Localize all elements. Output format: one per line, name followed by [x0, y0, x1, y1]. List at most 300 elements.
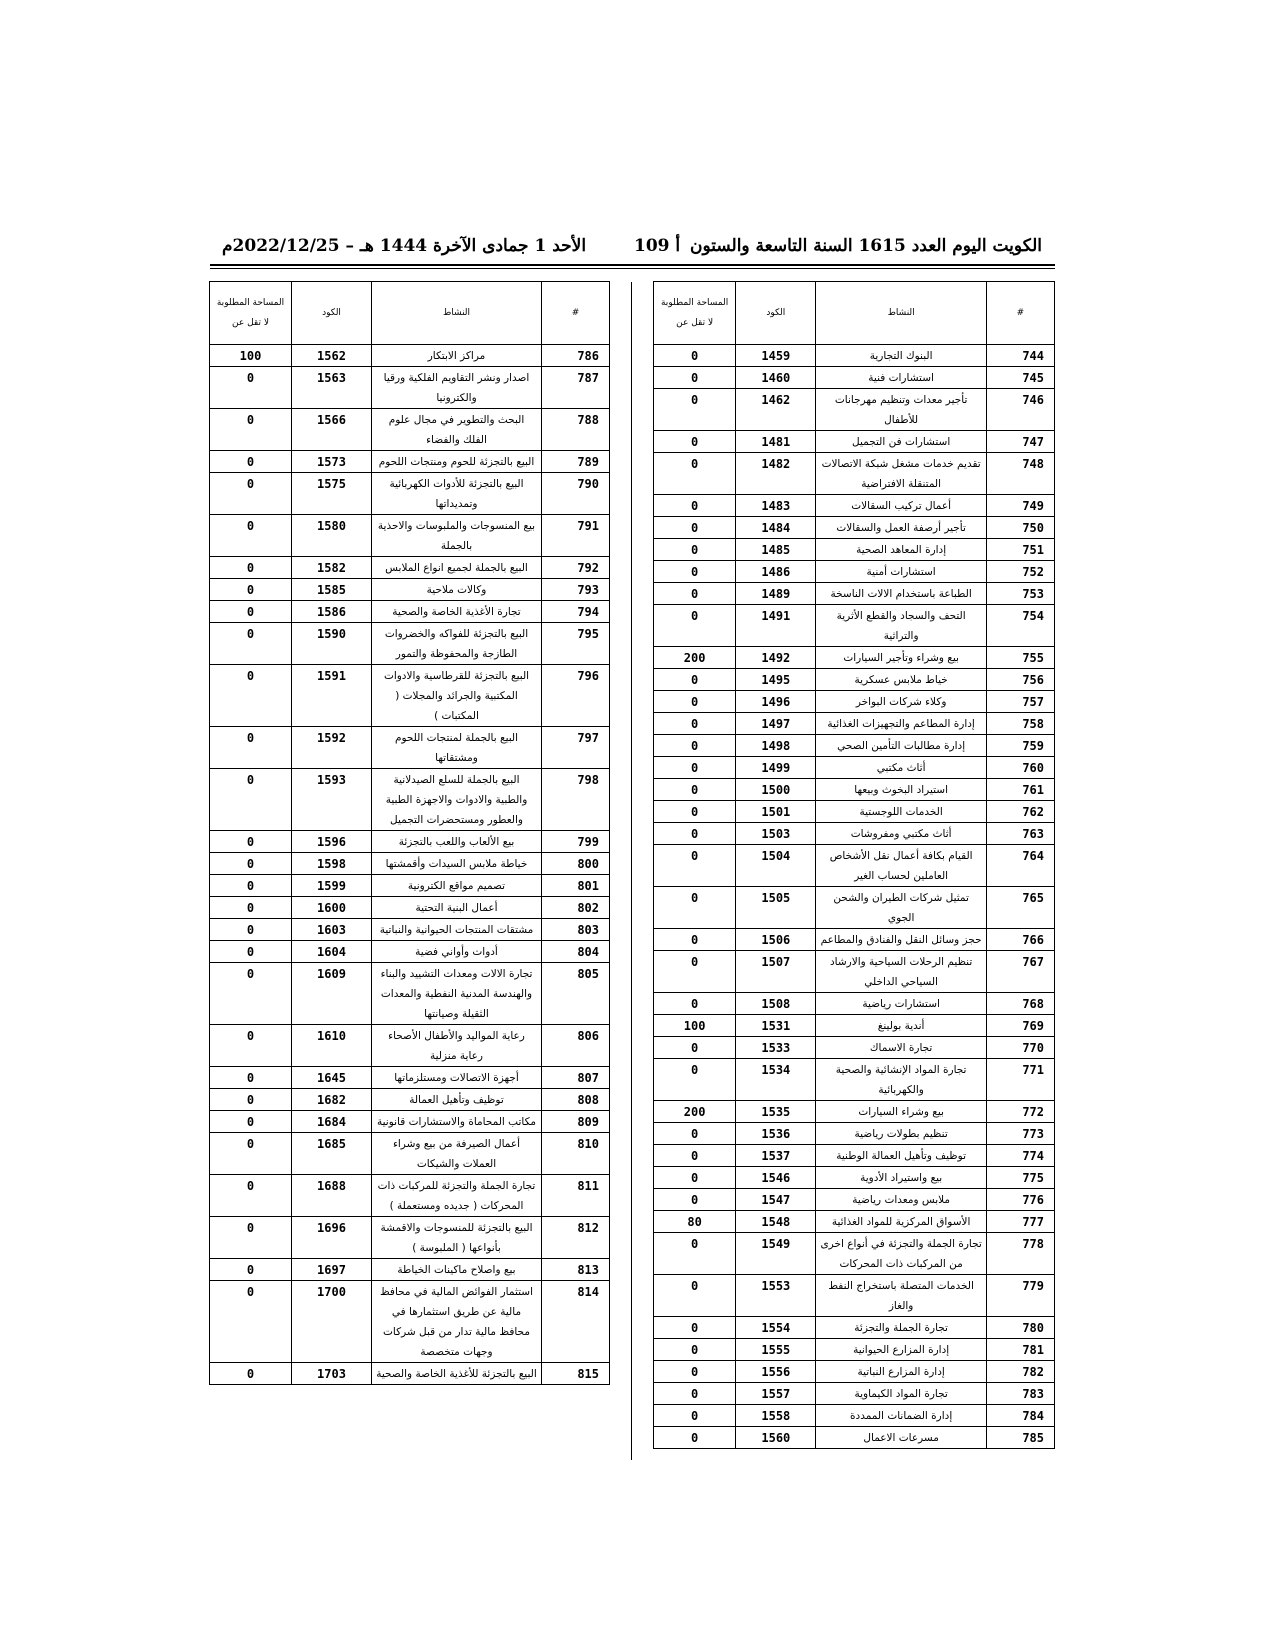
area-cell: 0: [654, 1167, 736, 1189]
area-cell: 0: [210, 853, 292, 875]
code-cell: 1556: [736, 1361, 816, 1383]
activity-cell: استشارات رياضية: [816, 993, 986, 1015]
code-cell: 1460: [736, 367, 816, 389]
table-row: [654, 367, 1055, 389]
activity-cell: بيع وشراء وتأجير السيارات: [816, 647, 986, 669]
row-number-cell: 768: [986, 993, 1054, 1015]
activity-cell: إدارة مطالبات التأمين الصحي: [816, 735, 986, 757]
code-cell: 1497: [736, 713, 816, 735]
area-cell: 0: [654, 1317, 736, 1339]
row-number-cell: 749: [986, 495, 1054, 517]
row-number-cell: 754: [986, 605, 1054, 647]
row-number-cell: 776: [986, 1189, 1054, 1211]
table-row: [654, 1427, 1055, 1449]
row-number-cell: 787: [542, 367, 610, 409]
activity-cell: إدارة المزارع النباتية: [816, 1361, 986, 1383]
row-number-cell: 772: [986, 1101, 1054, 1123]
activity-cell: البيع بالجملة لمنتجات اللحوم ومشتقاتها: [372, 727, 542, 769]
code-cell: 1688: [292, 1175, 372, 1217]
area-cell: 0: [654, 1405, 736, 1427]
area-cell: 200: [654, 1101, 736, 1123]
area-cell: 0: [654, 1339, 736, 1361]
table-row: [654, 887, 1055, 929]
area-cell: 0: [210, 557, 292, 579]
area-cell: 0: [210, 601, 292, 623]
code-cell: 1599: [292, 875, 372, 897]
table-row: [654, 779, 1055, 801]
activity-cell: البحث والتطوير في مجال علوم الفلك والفضاء: [372, 409, 542, 451]
col-header-num: #: [542, 282, 610, 345]
activity-cell: تجارة الاسماك: [816, 1037, 986, 1059]
table-row: [654, 1189, 1055, 1211]
row-number-cell: 802: [542, 897, 610, 919]
row-number-cell: 813: [542, 1259, 610, 1281]
area-cell: 0: [654, 993, 736, 1015]
code-cell: 1609: [292, 963, 372, 1025]
activity-cell: تأجير معدات وتنظيم مهرجانات للأطفال: [816, 389, 986, 431]
activity-cell: حجز وسائل النقل والفنادق والمطاعم: [816, 929, 986, 951]
row-number-cell: 811: [542, 1175, 610, 1217]
code-cell: 1505: [736, 887, 816, 929]
area-cell: 0: [210, 727, 292, 769]
area-cell: 0: [654, 801, 736, 823]
row-number-cell: 804: [542, 941, 610, 963]
code-cell: 1533: [736, 1037, 816, 1059]
row-number-cell: 771: [986, 1059, 1054, 1101]
header-page-number: أ 109: [634, 236, 681, 256]
table-row: [654, 713, 1055, 735]
table-row: [210, 831, 610, 853]
activity-cell: استشارات فنية: [816, 367, 986, 389]
area-cell: 0: [654, 431, 736, 453]
activity-cell: تنظيم بطولات رياضية: [816, 1123, 986, 1145]
code-cell: 1507: [736, 951, 816, 993]
area-cell: 0: [654, 845, 736, 887]
activity-cell: استشارات أمنية: [816, 561, 986, 583]
col-header-code: الكود: [736, 282, 816, 345]
table-row: [654, 1339, 1055, 1361]
row-number-cell: 806: [542, 1025, 610, 1067]
table-row: [210, 941, 610, 963]
activity-cell: تجارة الجملة والتجزئة للمركبات ذات المحركات ( جديده ومستعملة ): [372, 1175, 542, 1217]
code-cell: 1598: [292, 853, 372, 875]
row-number-cell: 746: [986, 389, 1054, 431]
table-row: [654, 647, 1055, 669]
row-number-cell: 805: [542, 963, 610, 1025]
area-cell: 0: [210, 473, 292, 515]
area-cell: 0: [654, 1383, 736, 1405]
code-cell: 1557: [736, 1383, 816, 1405]
row-number-cell: 800: [542, 853, 610, 875]
table-row: [210, 1089, 610, 1111]
table-row: [654, 929, 1055, 951]
area-cell: 80: [654, 1211, 736, 1233]
code-cell: 1504: [736, 845, 816, 887]
area-cell: 0: [654, 453, 736, 495]
code-cell: 1489: [736, 583, 816, 605]
table-row: [654, 561, 1055, 583]
row-number-cell: 810: [542, 1133, 610, 1175]
table-body: [654, 345, 1055, 1449]
row-number-cell: 812: [542, 1217, 610, 1259]
row-number-cell: 784: [986, 1405, 1054, 1427]
row-number-cell: 796: [542, 665, 610, 727]
row-number-cell: 769: [986, 1015, 1054, 1037]
row-number-cell: 747: [986, 431, 1054, 453]
activity-cell: تجارة المواد الكيماوية: [816, 1383, 986, 1405]
code-cell: 1600: [292, 897, 372, 919]
area-cell: 200: [654, 647, 736, 669]
row-number-cell: 762: [986, 801, 1054, 823]
area-cell: 0: [654, 757, 736, 779]
area-cell: 0: [654, 887, 736, 929]
code-cell: 1573: [292, 451, 372, 473]
row-number-cell: 770: [986, 1037, 1054, 1059]
area-cell: 0: [210, 919, 292, 941]
code-cell: 1537: [736, 1145, 816, 1167]
row-number-cell: 748: [986, 453, 1054, 495]
code-cell: 1591: [292, 665, 372, 727]
area-cell: 0: [210, 875, 292, 897]
row-number-cell: 763: [986, 823, 1054, 845]
table-row: [654, 735, 1055, 757]
row-number-cell: 751: [986, 539, 1054, 561]
table-row: [654, 757, 1055, 779]
area-cell: 0: [654, 583, 736, 605]
table-row: [654, 845, 1055, 887]
area-cell: 0: [654, 1123, 736, 1145]
area-cell: 0: [654, 1233, 736, 1275]
code-cell: 1549: [736, 1233, 816, 1275]
table-header-row: [654, 282, 1055, 345]
col-header-activity: النشاط: [816, 282, 986, 345]
row-number-cell: 797: [542, 727, 610, 769]
activity-cell: بيع المنسوجات والملبوسات والاحذية بالجملة: [372, 515, 542, 557]
activity-cell: البيع بالتجزئة للأغذية الخاصة والصحية: [372, 1363, 542, 1385]
code-cell: 1593: [292, 769, 372, 831]
activity-cell: تصميم مواقع الكترونية: [372, 875, 542, 897]
area-cell: 0: [210, 665, 292, 727]
table-row: [210, 473, 610, 515]
table-row: [654, 389, 1055, 431]
activity-cell: رعاية المواليد والأطفال الأصحاء رعاية منزلية: [372, 1025, 542, 1067]
table-row: [210, 769, 610, 831]
area-cell: 0: [654, 1037, 736, 1059]
table-row: [654, 1317, 1055, 1339]
activity-cell: توظيف وتأهيل العمالة: [372, 1089, 542, 1111]
code-cell: 1562: [292, 345, 372, 367]
table-row: [210, 451, 610, 473]
code-cell: 1682: [292, 1089, 372, 1111]
activity-cell: البيع بالتجزئة للمنسوجات والاقمشة بأنواعها ( الملبوسة ): [372, 1217, 542, 1259]
area-cell: 0: [210, 1259, 292, 1281]
table-row: [654, 431, 1055, 453]
table-header-row: [210, 282, 610, 345]
area-cell: 0: [654, 345, 736, 367]
activity-cell: التحف والسجاد والقطع الأثرية والتراثية: [816, 605, 986, 647]
activities-table-right: [653, 281, 1055, 1449]
code-cell: 1531: [736, 1015, 816, 1037]
header-rule-thin: [210, 268, 1055, 269]
activity-cell: البيع بالتجزئة للفواكه والخضروات الطازجة والمحفوظة والتمور: [372, 623, 542, 665]
area-cell: 0: [210, 515, 292, 557]
activity-cell: أجهزة الاتصالات ومستلزماتها: [372, 1067, 542, 1089]
row-number-cell: 777: [986, 1211, 1054, 1233]
row-number-cell: 756: [986, 669, 1054, 691]
table-row: [210, 345, 610, 367]
row-number-cell: 766: [986, 929, 1054, 951]
row-number-cell: 790: [542, 473, 610, 515]
area-cell: 0: [654, 779, 736, 801]
row-number-cell: 807: [542, 1067, 610, 1089]
table-row: [210, 1111, 610, 1133]
table-row: [654, 691, 1055, 713]
code-cell: 1563: [292, 367, 372, 409]
table-row: [654, 517, 1055, 539]
row-number-cell: 795: [542, 623, 610, 665]
area-cell: 0: [210, 451, 292, 473]
code-cell: 1495: [736, 669, 816, 691]
table-row: [210, 367, 610, 409]
activity-cell: خياط ملابس عسكرية: [816, 669, 986, 691]
area-cell: 0: [654, 823, 736, 845]
row-number-cell: 781: [986, 1339, 1054, 1361]
activity-cell: مراكز الابتكار: [372, 345, 542, 367]
table-row: [210, 1133, 610, 1175]
activity-cell: البيع بالتجزئة للقرطاسية والادوات المكتبية والجرائد والمجلات ( المكتبات ): [372, 665, 542, 727]
code-cell: 1558: [736, 1405, 816, 1427]
area-cell: 0: [654, 669, 736, 691]
header-rule-thick: [210, 264, 1055, 266]
code-cell: 1500: [736, 779, 816, 801]
area-cell: 0: [210, 409, 292, 451]
code-cell: 1483: [736, 495, 816, 517]
table-row: [210, 1363, 610, 1385]
code-cell: 1484: [736, 517, 816, 539]
code-cell: 1548: [736, 1211, 816, 1233]
row-number-cell: 801: [542, 875, 610, 897]
row-number-cell: 760: [986, 757, 1054, 779]
table-row: [654, 1101, 1055, 1123]
area-cell: 0: [654, 929, 736, 951]
table-row: [210, 557, 610, 579]
area-cell: 0: [654, 1145, 736, 1167]
row-number-cell: 780: [986, 1317, 1054, 1339]
table-row: [210, 579, 610, 601]
code-cell: 1506: [736, 929, 816, 951]
table-row: [210, 623, 610, 665]
table-row: [654, 1037, 1055, 1059]
col-header-activity: النشاط: [372, 282, 542, 345]
code-cell: 1536: [736, 1123, 816, 1145]
code-cell: 1610: [292, 1025, 372, 1067]
table-row: [654, 1167, 1055, 1189]
table-row: [654, 1383, 1055, 1405]
activity-cell: إدارة المزارع الحيوانية: [816, 1339, 986, 1361]
col-header-num: #: [986, 282, 1054, 345]
table-row: [654, 605, 1055, 647]
activity-cell: تجارة الجملة والتجزئة في أنواع اخرى من المركبات ذات المحركات: [816, 1233, 986, 1275]
table-row: [210, 897, 610, 919]
activity-cell: تجارة الأغذية الخاصة والصحية: [372, 601, 542, 623]
row-number-cell: 788: [542, 409, 610, 451]
table-row: [654, 1361, 1055, 1383]
row-number-cell: 783: [986, 1383, 1054, 1405]
activity-cell: تأجير أرصفة العمل والسقالات: [816, 517, 986, 539]
activity-cell: أدوات وأواني فضية: [372, 941, 542, 963]
col-header-area: المساحة المطلوبة لا تقل عن: [654, 282, 736, 345]
table-row: [210, 727, 610, 769]
activity-cell: ملابس ومعدات رياضية: [816, 1189, 986, 1211]
code-cell: 1459: [736, 345, 816, 367]
row-number-cell: 765: [986, 887, 1054, 929]
code-cell: 1555: [736, 1339, 816, 1361]
table-row: [210, 1281, 610, 1363]
area-cell: 0: [654, 713, 736, 735]
activity-cell: البيع بالتجزئة للأدوات الكهربائية وتمديداتها: [372, 473, 542, 515]
activity-cell: تجارة المواد الإنشائية والصحية والكهربائية: [816, 1059, 986, 1101]
row-number-cell: 803: [542, 919, 610, 941]
row-number-cell: 745: [986, 367, 1054, 389]
activity-cell: وكالات ملاحية: [372, 579, 542, 601]
area-cell: 0: [210, 1089, 292, 1111]
code-cell: 1534: [736, 1059, 816, 1101]
code-cell: 1703: [292, 1363, 372, 1385]
area-cell: 0: [654, 605, 736, 647]
table-row: [654, 539, 1055, 561]
row-number-cell: 773: [986, 1123, 1054, 1145]
area-cell: 0: [210, 897, 292, 919]
activity-cell: الطباعة باستخدام الالات الناسخة: [816, 583, 986, 605]
table-row: [210, 1217, 610, 1259]
row-number-cell: 761: [986, 779, 1054, 801]
code-cell: 1604: [292, 941, 372, 963]
code-cell: 1508: [736, 993, 816, 1015]
activity-cell: الخدمات اللوجستية: [816, 801, 986, 823]
activity-cell: بيع واستيراد الأدوية: [816, 1167, 986, 1189]
area-cell: 0: [210, 367, 292, 409]
row-number-cell: 809: [542, 1111, 610, 1133]
code-cell: 1481: [736, 431, 816, 453]
table-row: [654, 495, 1055, 517]
activity-cell: بيع واصلاح ماكينات الخياطة: [372, 1259, 542, 1281]
code-cell: 1697: [292, 1259, 372, 1281]
area-cell: 0: [654, 367, 736, 389]
row-number-cell: 814: [542, 1281, 610, 1363]
row-number-cell: 764: [986, 845, 1054, 887]
area-cell: 0: [210, 623, 292, 665]
activity-cell: البنوك التجارية: [816, 345, 986, 367]
row-number-cell: 786: [542, 345, 610, 367]
row-number-cell: 815: [542, 1363, 610, 1385]
table-row: [654, 1233, 1055, 1275]
activity-cell: مكاتب المحاماة والاستشارات قانونية: [372, 1111, 542, 1133]
activity-cell: توظيف وتأهيل العمالة الوطنية: [816, 1145, 986, 1167]
code-cell: 1486: [736, 561, 816, 583]
activity-cell: أندية بولينغ: [816, 1015, 986, 1037]
area-cell: 0: [654, 1189, 736, 1211]
code-cell: 1546: [736, 1167, 816, 1189]
table-row: [654, 669, 1055, 691]
row-number-cell: 789: [542, 451, 610, 473]
row-number-cell: 793: [542, 579, 610, 601]
activity-cell: إدارة الضمانات الممددة: [816, 1405, 986, 1427]
code-cell: 1586: [292, 601, 372, 623]
code-cell: 1547: [736, 1189, 816, 1211]
activity-cell: تمثيل شركات الطيران والشحن الجوي: [816, 887, 986, 929]
row-number-cell: 782: [986, 1361, 1054, 1383]
table-row: [210, 875, 610, 897]
table-row: [654, 823, 1055, 845]
area-cell: 0: [210, 941, 292, 963]
row-number-cell: 794: [542, 601, 610, 623]
row-number-cell: 774: [986, 1145, 1054, 1167]
table-row: [654, 1015, 1055, 1037]
table-row: [654, 1059, 1055, 1101]
table-row: [654, 951, 1055, 993]
activities-table-left: [209, 281, 610, 1385]
code-cell: 1685: [292, 1133, 372, 1175]
row-number-cell: 808: [542, 1089, 610, 1111]
code-cell: 1582: [292, 557, 372, 579]
code-cell: 1535: [736, 1101, 816, 1123]
row-number-cell: 775: [986, 1167, 1054, 1189]
area-cell: 0: [654, 561, 736, 583]
code-cell: 1501: [736, 801, 816, 823]
code-cell: 1696: [292, 1217, 372, 1259]
table-row: [654, 1275, 1055, 1317]
area-cell: 0: [210, 1175, 292, 1217]
row-number-cell: 744: [986, 345, 1054, 367]
area-cell: 0: [654, 735, 736, 757]
area-cell: 0: [210, 1067, 292, 1089]
code-cell: 1553: [736, 1275, 816, 1317]
area-cell: 0: [654, 539, 736, 561]
area-cell: 0: [210, 963, 292, 1025]
code-cell: 1575: [292, 473, 372, 515]
activity-cell: خياطة ملابس السيدات وأقمشتها: [372, 853, 542, 875]
activity-cell: إدارة المطاعم والتجهيزات الغذائية: [816, 713, 986, 735]
activity-cell: أعمال البنية التحتية: [372, 897, 542, 919]
code-cell: 1645: [292, 1067, 372, 1089]
area-cell: 0: [654, 951, 736, 993]
code-cell: 1700: [292, 1281, 372, 1363]
area-cell: 0: [654, 495, 736, 517]
code-cell: 1603: [292, 919, 372, 941]
activity-cell: تقديم خدمات مشغل شبكة الاتصالات المتنقلة الافتراضية: [816, 453, 986, 495]
code-cell: 1592: [292, 727, 372, 769]
activity-cell: البيع بالجملة لجميع انواع الملابس: [372, 557, 542, 579]
table-row: [654, 583, 1055, 605]
activity-cell: الأسواق المركزية للمواد الغذائية: [816, 1211, 986, 1233]
code-cell: 1492: [736, 647, 816, 669]
code-cell: 1590: [292, 623, 372, 665]
table-body: [210, 345, 610, 1385]
header-date: الأحد 1 جمادى الآخرة 1444 هـ – 2022/12/25م: [222, 236, 587, 256]
activity-cell: استشارات فن التجميل: [816, 431, 986, 453]
row-number-cell: 767: [986, 951, 1054, 993]
row-number-cell: 799: [542, 831, 610, 853]
area-cell: 100: [210, 345, 292, 367]
activity-cell: القيام بكافة أعمال نقل الأشخاص العاملين لحساب الغير: [816, 845, 986, 887]
area-cell: 0: [654, 1059, 736, 1101]
row-number-cell: 759: [986, 735, 1054, 757]
table-row: [654, 1123, 1055, 1145]
activity-cell: وكلاء شركات البواخر: [816, 691, 986, 713]
area-cell: 0: [210, 1133, 292, 1175]
activity-cell: اصدار ونشر التقاويم الفلكية ورقيا والكترونيا: [372, 367, 542, 409]
table-row: [210, 1175, 610, 1217]
